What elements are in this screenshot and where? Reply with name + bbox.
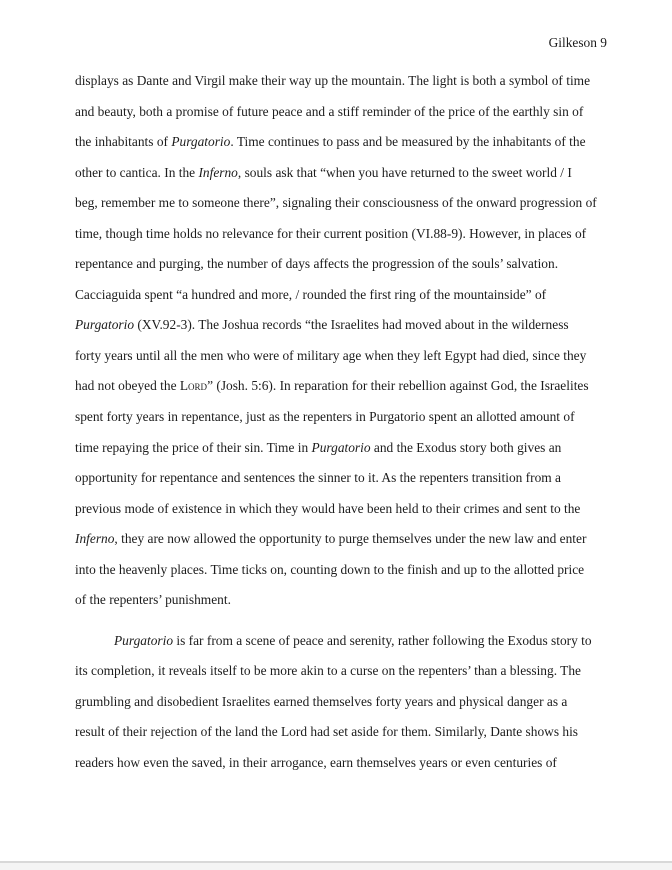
text-run: spent forty years in repentance, just as the repenters in Purgatorio spent an allotted amount of	[75, 409, 575, 425]
text-run: grumbling and disobedient Israelites earned themselves forty years and physical danger as a	[75, 693, 568, 709]
text-line	[75, 341, 615, 372]
text-run: , souls ask that “when you have returned to the sweet world / I	[237, 164, 572, 180]
text-run: previous mode of existence in which they would have been held to their crimes and sent to the	[75, 500, 581, 516]
text-line	[75, 280, 615, 311]
text-run: is far from a scene of peace and serenity, rather following the Exodus story to	[173, 632, 592, 648]
text-run: forty years until all the men who were of military age when they left Egypt had died, since they	[75, 347, 587, 363]
text-line	[75, 249, 615, 280]
text-run: . Time continues to pass and be measured by the inhabitants of the	[230, 134, 586, 150]
text-line	[75, 97, 615, 128]
text-line	[75, 66, 615, 97]
text-line	[75, 717, 615, 748]
italic-text-run: Purgatorio	[311, 439, 371, 455]
paragraph	[75, 66, 615, 616]
italic-text-run: Inferno	[75, 531, 115, 547]
text-line	[75, 433, 615, 464]
text-line	[75, 371, 615, 402]
text-line	[75, 463, 615, 494]
text-run: and beauty, both a promise of future peace and a stiff reminder of the price of the earthly sin of	[75, 103, 584, 119]
text-run: time repaying the price of their sin. Time in	[75, 439, 312, 455]
text-run: had not obeyed the	[75, 378, 180, 394]
text-line	[75, 188, 615, 219]
running-header: Gilkeson 9	[548, 35, 607, 50]
italic-text-run: Purgatorio	[75, 317, 135, 333]
italic-text-run: Purgatorio	[114, 632, 174, 648]
text-line	[75, 656, 615, 687]
text-run: into the heavenly places. Time ticks on, counting down to the finish and up to the allotted price	[75, 561, 585, 577]
text-run: displays as Dante and Virgil make their way up the mountain. The light is both a symbol of time	[75, 73, 591, 88]
document-body	[75, 66, 615, 779]
italic-text-run: Inferno	[198, 164, 238, 180]
text-line	[75, 626, 615, 657]
text-line	[75, 127, 615, 158]
text-line	[75, 219, 615, 250]
smallcaps-text-run: Lord	[179, 378, 208, 394]
text-run: repentance and purging, the number of days affects the progression of the souls’ salvation.	[75, 256, 559, 272]
text-run: , they are now allowed the opportunity to purge themselves under the new law and enter	[114, 531, 587, 547]
text-run: and the Exodus story both gives an	[370, 439, 562, 455]
text-line	[75, 310, 615, 341]
text-line	[75, 555, 615, 586]
text-run: opportunity for repentance and sentences the sinner to it. As the repenters transition from a	[75, 470, 562, 486]
text-run: time, though time holds no relevance for their current position (VI.88-9). However, in places of	[75, 225, 587, 241]
text-run: ” (Josh. 5:6). In reparation for their rebellion against God, the Israelites	[207, 378, 589, 394]
text-run: of the repenters’ punishment.	[75, 592, 231, 608]
text-run: beg, remember me to someone there”, signaling their consciousness of the onward progression of	[75, 195, 597, 211]
text-run: other to cantica. In the	[75, 164, 199, 180]
text-run: Cacciaguida spent “a hundred and more, / rounded the first ring of the mountainside” of	[75, 286, 547, 302]
text-line	[75, 494, 615, 525]
page-gap	[0, 863, 672, 870]
paragraph	[75, 626, 615, 779]
text-run: (XV.92-3). The Joshua records “the Israelites had moved about in the wilderness	[134, 317, 569, 333]
text-line	[75, 402, 615, 433]
text-line	[75, 158, 615, 189]
text-line	[75, 585, 615, 616]
italic-text-run: Purgatorio	[171, 134, 231, 150]
text-run: result of their rejection of the land the Lord had set aside for them. Similarly, Dante shows his	[75, 724, 579, 740]
text-run: the inhabitants of	[75, 134, 172, 150]
text-line	[75, 524, 615, 555]
text-run: readers how even the saved, in their arrogance, earn themselves years or even centuries of	[75, 755, 557, 771]
text-line	[75, 748, 615, 779]
text-run: its completion, it reveals itself to be more akin to a curse on the repenters’ than a blessing. The	[75, 663, 581, 679]
text-line	[75, 687, 615, 718]
